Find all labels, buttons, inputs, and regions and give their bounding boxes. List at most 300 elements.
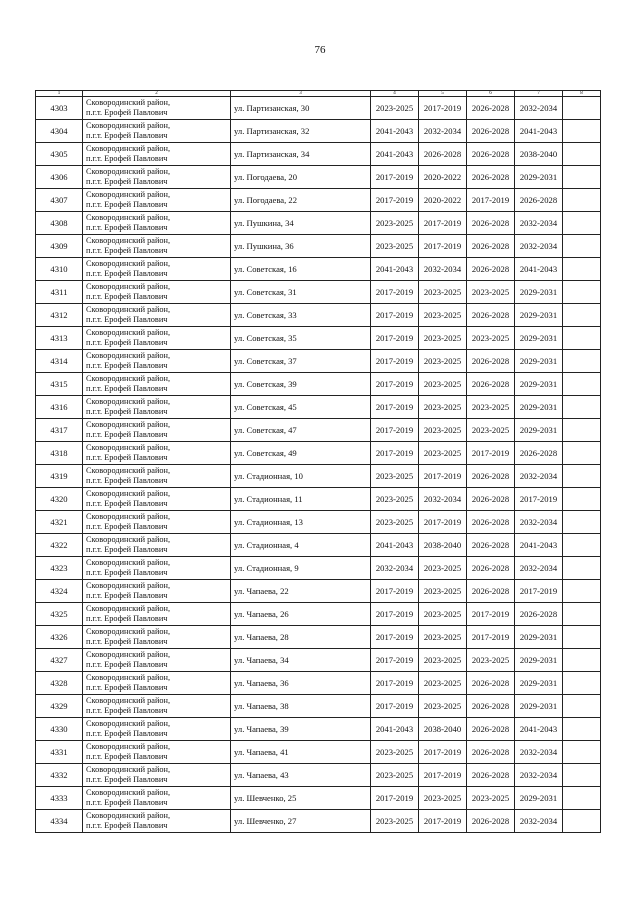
row-number: 4322 <box>36 534 83 557</box>
period-cell: 2023-2025 <box>371 764 419 787</box>
district-name: Сковородинский район, <box>86 259 171 268</box>
period-cell: 2017-2019 <box>371 580 419 603</box>
settlement-name: п.г.т. Ерофей Павлович <box>86 752 168 761</box>
note-cell <box>563 442 601 465</box>
row-number: 4305 <box>36 143 83 166</box>
table-row <box>36 787 601 810</box>
row-number: 4331 <box>36 741 83 764</box>
row-number: 4321 <box>36 511 83 534</box>
address-cell: ул. Партизанская, 30 <box>231 97 371 120</box>
note-cell <box>563 741 601 764</box>
period-cell: 2017-2019 <box>371 396 419 419</box>
period-cell: 2026-2028 <box>467 810 515 833</box>
column-number-header: 3 <box>231 91 371 97</box>
table-row <box>36 396 601 419</box>
period-cell: 2026-2028 <box>467 120 515 143</box>
period-cell: 2026-2028 <box>467 741 515 764</box>
row-number: 4328 <box>36 672 83 695</box>
district-name: Сковородинский район, <box>86 213 171 222</box>
table-row <box>36 235 601 258</box>
period-cell: 2029-2031 <box>515 396 563 419</box>
location-cell <box>83 97 231 120</box>
period-cell: 2029-2031 <box>515 281 563 304</box>
column-number-header: 8 <box>563 91 601 97</box>
period-cell: 2023-2025 <box>467 649 515 672</box>
note-cell <box>563 534 601 557</box>
settlement-name: п.г.т. Ерофей Павлович <box>86 407 168 416</box>
period-cell: 2026-2028 <box>467 511 515 534</box>
row-number: 4325 <box>36 603 83 626</box>
location-cell <box>83 166 231 189</box>
period-cell: 2041-2043 <box>371 120 419 143</box>
address-cell: ул. Советская, 31 <box>231 281 371 304</box>
settlement-name: п.г.т. Ерофей Павлович <box>86 798 168 807</box>
note-cell <box>563 511 601 534</box>
settlement-name: п.г.т. Ерофей Павлович <box>86 269 168 278</box>
row-number: 4318 <box>36 442 83 465</box>
period-cell: 2032-2034 <box>515 810 563 833</box>
district-name: Сковородинский район, <box>86 696 171 705</box>
note-cell <box>563 603 601 626</box>
settlement-name: п.г.т. Ерофей Павлович <box>86 453 168 462</box>
note-cell <box>563 649 601 672</box>
location-cell <box>83 488 231 511</box>
period-cell: 2017-2019 <box>419 465 467 488</box>
period-cell: 2041-2043 <box>515 718 563 741</box>
address-cell: ул. Погодаева, 22 <box>231 189 371 212</box>
period-cell: 2023-2025 <box>371 97 419 120</box>
period-cell: 2032-2034 <box>419 488 467 511</box>
table-row <box>36 511 601 534</box>
period-cell: 2029-2031 <box>515 626 563 649</box>
location-cell <box>83 649 231 672</box>
period-cell: 2023-2025 <box>419 350 467 373</box>
row-number: 4308 <box>36 212 83 235</box>
period-cell: 2023-2025 <box>467 396 515 419</box>
table-row <box>36 143 601 166</box>
period-cell: 2029-2031 <box>515 350 563 373</box>
period-cell: 2029-2031 <box>515 787 563 810</box>
row-number: 4330 <box>36 718 83 741</box>
note-cell <box>563 235 601 258</box>
column-number-header: 7 <box>515 91 563 97</box>
address-cell: ул. Стадионная, 13 <box>231 511 371 534</box>
district-name: Сковородинский район, <box>86 98 171 107</box>
district-name: Сковородинский район, <box>86 604 171 613</box>
period-cell: 2023-2025 <box>419 580 467 603</box>
district-name: Сковородинский район, <box>86 420 171 429</box>
period-cell: 2023-2025 <box>419 649 467 672</box>
district-name: Сковородинский район, <box>86 558 171 567</box>
note-cell <box>563 304 601 327</box>
period-cell: 2023-2025 <box>467 419 515 442</box>
district-name: Сковородинский район, <box>86 512 171 521</box>
row-number: 4327 <box>36 649 83 672</box>
settlement-name: п.г.т. Ерофей Павлович <box>86 200 168 209</box>
address-cell: ул. Чапаева, 36 <box>231 672 371 695</box>
period-cell: 2029-2031 <box>515 419 563 442</box>
row-number: 4306 <box>36 166 83 189</box>
district-name: Сковородинский район, <box>86 535 171 544</box>
location-cell <box>83 580 231 603</box>
note-cell <box>563 695 601 718</box>
address-cell: ул. Чапаева, 26 <box>231 603 371 626</box>
note-cell <box>563 258 601 281</box>
note-cell <box>563 327 601 350</box>
period-cell: 2041-2043 <box>515 120 563 143</box>
period-cell: 2023-2025 <box>467 281 515 304</box>
district-name: Сковородинский район, <box>86 443 171 452</box>
note-cell <box>563 166 601 189</box>
location-cell <box>83 281 231 304</box>
period-cell: 2026-2028 <box>467 166 515 189</box>
table-row <box>36 465 601 488</box>
table-row <box>36 695 601 718</box>
settlement-name: п.г.т. Ерофей Павлович <box>86 246 168 255</box>
period-cell: 2017-2019 <box>467 189 515 212</box>
table-row <box>36 281 601 304</box>
period-cell: 2026-2028 <box>467 557 515 580</box>
settlement-name: п.г.т. Ерофей Павлович <box>86 154 168 163</box>
note-cell <box>563 396 601 419</box>
period-cell: 2041-2043 <box>371 534 419 557</box>
row-number: 4312 <box>36 304 83 327</box>
row-number: 4307 <box>36 189 83 212</box>
district-name: Сковородинский район, <box>86 627 171 636</box>
housing-schedule-table <box>35 90 601 833</box>
table-row <box>36 603 601 626</box>
settlement-name: п.г.т. Ерофей Павлович <box>86 683 168 692</box>
table-row <box>36 120 601 143</box>
district-name: Сковородинский район, <box>86 673 171 682</box>
period-cell: 2023-2025 <box>371 212 419 235</box>
period-cell: 2017-2019 <box>419 810 467 833</box>
table-row <box>36 327 601 350</box>
note-cell <box>563 120 601 143</box>
period-cell: 2017-2019 <box>371 350 419 373</box>
table-row <box>36 488 601 511</box>
period-cell: 2026-2028 <box>467 534 515 557</box>
address-cell: ул. Погодаева, 20 <box>231 166 371 189</box>
period-cell: 2026-2028 <box>467 212 515 235</box>
address-cell: ул. Советская, 39 <box>231 373 371 396</box>
note-cell <box>563 419 601 442</box>
period-cell: 2029-2031 <box>515 649 563 672</box>
district-name: Сковородинский район, <box>86 121 171 130</box>
row-number: 4323 <box>36 557 83 580</box>
row-number: 4324 <box>36 580 83 603</box>
period-cell: 2023-2025 <box>467 787 515 810</box>
table-row <box>36 442 601 465</box>
row-number: 4315 <box>36 373 83 396</box>
period-cell: 2029-2031 <box>515 373 563 396</box>
period-cell: 2023-2025 <box>419 603 467 626</box>
location-cell <box>83 695 231 718</box>
location-cell <box>83 764 231 787</box>
table-row <box>36 672 601 695</box>
period-cell: 2029-2031 <box>515 166 563 189</box>
address-cell: ул. Советская, 49 <box>231 442 371 465</box>
period-cell: 2032-2034 <box>515 741 563 764</box>
location-cell <box>83 672 231 695</box>
table-row <box>36 189 601 212</box>
table-row <box>36 350 601 373</box>
period-cell: 2026-2028 <box>467 580 515 603</box>
district-name: Сковородинский район, <box>86 351 171 360</box>
period-cell: 2017-2019 <box>467 626 515 649</box>
table-row <box>36 304 601 327</box>
note-cell <box>563 787 601 810</box>
note-cell <box>563 465 601 488</box>
settlement-name: п.г.т. Ерофей Павлович <box>86 775 168 784</box>
period-cell: 2023-2025 <box>419 373 467 396</box>
district-name: Сковородинский район, <box>86 489 171 498</box>
location-cell <box>83 603 231 626</box>
address-cell: ул. Советская, 45 <box>231 396 371 419</box>
note-cell <box>563 764 601 787</box>
table-row <box>36 649 601 672</box>
settlement-name: п.г.т. Ерофей Павлович <box>86 706 168 715</box>
settlement-name: п.г.т. Ерофей Павлович <box>86 292 168 301</box>
period-cell: 2023-2025 <box>419 327 467 350</box>
row-number: 4317 <box>36 419 83 442</box>
location-cell <box>83 373 231 396</box>
row-number: 4334 <box>36 810 83 833</box>
settlement-name: п.г.т. Ерофей Павлович <box>86 223 168 232</box>
period-cell: 2026-2028 <box>467 465 515 488</box>
note-cell <box>563 350 601 373</box>
row-number: 4329 <box>36 695 83 718</box>
row-number: 4333 <box>36 787 83 810</box>
table-row <box>36 534 601 557</box>
period-cell: 2017-2019 <box>371 626 419 649</box>
period-cell: 2032-2034 <box>515 97 563 120</box>
period-cell: 2032-2034 <box>419 120 467 143</box>
table-row <box>36 626 601 649</box>
address-cell: ул. Чапаева, 39 <box>231 718 371 741</box>
period-cell: 2026-2028 <box>467 373 515 396</box>
period-cell: 2017-2019 <box>467 442 515 465</box>
period-cell: 2032-2034 <box>515 764 563 787</box>
period-cell: 2023-2025 <box>371 235 419 258</box>
address-cell: ул. Стадионная, 9 <box>231 557 371 580</box>
period-cell: 2026-2028 <box>467 97 515 120</box>
address-cell: ул. Шевченко, 25 <box>231 787 371 810</box>
period-cell: 2029-2031 <box>515 327 563 350</box>
table-row <box>36 212 601 235</box>
district-name: Сковородинский район, <box>86 719 171 728</box>
table-row <box>36 97 601 120</box>
location-cell <box>83 511 231 534</box>
period-cell: 2023-2025 <box>371 741 419 764</box>
row-number: 4326 <box>36 626 83 649</box>
period-cell: 2038-2040 <box>419 718 467 741</box>
location-cell <box>83 212 231 235</box>
location-cell <box>83 787 231 810</box>
address-cell: ул. Стадионная, 4 <box>231 534 371 557</box>
page-number: 76 <box>314 44 326 56</box>
period-cell: 2038-2040 <box>515 143 563 166</box>
settlement-name: п.г.т. Ерофей Павлович <box>86 338 168 347</box>
location-cell <box>83 120 231 143</box>
period-cell: 2023-2025 <box>419 557 467 580</box>
district-name: Сковородинский район, <box>86 650 171 659</box>
period-cell: 2041-2043 <box>371 258 419 281</box>
column-number-header: 4 <box>371 91 419 97</box>
address-cell: ул. Стадионная, 10 <box>231 465 371 488</box>
table-body <box>36 97 601 833</box>
note-cell <box>563 488 601 511</box>
period-cell: 2017-2019 <box>371 304 419 327</box>
column-number-header: 5 <box>419 91 467 97</box>
location-cell <box>83 442 231 465</box>
period-cell: 2026-2028 <box>419 143 467 166</box>
period-cell: 2020-2022 <box>419 166 467 189</box>
settlement-name: п.г.т. Ерофей Павлович <box>86 614 168 623</box>
period-cell: 2017-2019 <box>371 419 419 442</box>
address-cell: ул. Чапаева, 34 <box>231 649 371 672</box>
location-cell <box>83 304 231 327</box>
period-cell: 2026-2028 <box>467 718 515 741</box>
address-cell: ул. Партизанская, 34 <box>231 143 371 166</box>
period-cell: 2017-2019 <box>371 695 419 718</box>
period-cell: 2029-2031 <box>515 304 563 327</box>
row-number: 4332 <box>36 764 83 787</box>
period-cell: 2041-2043 <box>371 143 419 166</box>
district-name: Сковородинский район, <box>86 581 171 590</box>
settlement-name: п.г.т. Ерофей Павлович <box>86 637 168 646</box>
settlement-name: п.г.т. Ерофей Павлович <box>86 315 168 324</box>
settlement-name: п.г.т. Ерофей Павлович <box>86 499 168 508</box>
address-cell: ул. Чапаева, 38 <box>231 695 371 718</box>
location-cell <box>83 419 231 442</box>
address-cell: ул. Чапаева, 28 <box>231 626 371 649</box>
period-cell: 2023-2025 <box>419 396 467 419</box>
location-cell <box>83 557 231 580</box>
address-cell: ул. Чапаева, 22 <box>231 580 371 603</box>
settlement-name: п.г.т. Ерофей Павлович <box>86 384 168 393</box>
period-cell: 2017-2019 <box>371 189 419 212</box>
period-cell: 2041-2043 <box>515 258 563 281</box>
period-cell: 2032-2034 <box>419 258 467 281</box>
district-name: Сковородинский район, <box>86 328 171 337</box>
period-cell: 2026-2028 <box>515 603 563 626</box>
table-row <box>36 373 601 396</box>
location-cell <box>83 327 231 350</box>
period-cell: 2032-2034 <box>515 212 563 235</box>
period-cell: 2023-2025 <box>419 304 467 327</box>
address-cell: ул. Советская, 37 <box>231 350 371 373</box>
note-cell <box>563 557 601 580</box>
period-cell: 2017-2019 <box>371 166 419 189</box>
note-cell <box>563 143 601 166</box>
period-cell: 2017-2019 <box>371 373 419 396</box>
table-row <box>36 258 601 281</box>
period-cell: 2017-2019 <box>419 235 467 258</box>
row-number: 4310 <box>36 258 83 281</box>
district-name: Сковородинский район, <box>86 742 171 751</box>
period-cell: 2026-2028 <box>467 764 515 787</box>
period-cell: 2023-2025 <box>419 695 467 718</box>
period-cell: 2026-2028 <box>467 304 515 327</box>
period-cell: 2023-2025 <box>419 281 467 304</box>
settlement-name: п.г.т. Ерофей Павлович <box>86 177 168 186</box>
district-name: Сковородинский район, <box>86 466 171 475</box>
settlement-name: п.г.т. Ерофей Павлович <box>86 821 168 830</box>
note-cell <box>563 718 601 741</box>
period-cell: 2017-2019 <box>515 580 563 603</box>
address-cell: ул. Советская, 47 <box>231 419 371 442</box>
row-number: 4304 <box>36 120 83 143</box>
column-number-header: 1 <box>36 91 83 97</box>
address-cell: ул. Шевченко, 27 <box>231 810 371 833</box>
location-cell <box>83 534 231 557</box>
period-cell: 2017-2019 <box>371 672 419 695</box>
period-cell: 2026-2028 <box>467 695 515 718</box>
period-cell: 2017-2019 <box>371 787 419 810</box>
location-cell <box>83 396 231 419</box>
period-cell: 2029-2031 <box>515 672 563 695</box>
period-cell: 2032-2034 <box>515 235 563 258</box>
period-cell: 2017-2019 <box>419 741 467 764</box>
period-cell: 2017-2019 <box>419 212 467 235</box>
district-name: Сковородинский район, <box>86 811 171 820</box>
period-cell: 2023-2025 <box>467 327 515 350</box>
location-cell <box>83 235 231 258</box>
table-row <box>36 718 601 741</box>
period-cell: 2029-2031 <box>515 695 563 718</box>
location-cell <box>83 350 231 373</box>
note-cell <box>563 580 601 603</box>
location-cell <box>83 810 231 833</box>
period-cell: 2026-2028 <box>467 350 515 373</box>
note-cell <box>563 373 601 396</box>
district-name: Сковородинский район, <box>86 190 171 199</box>
settlement-name: п.г.т. Ерофей Павлович <box>86 729 168 738</box>
address-cell: ул. Партизанская, 32 <box>231 120 371 143</box>
location-cell <box>83 741 231 764</box>
address-cell: ул. Пушкина, 34 <box>231 212 371 235</box>
period-cell: 2017-2019 <box>371 327 419 350</box>
period-cell: 2032-2034 <box>515 557 563 580</box>
period-cell: 2023-2025 <box>419 442 467 465</box>
address-cell: ул. Чапаева, 43 <box>231 764 371 787</box>
period-cell: 2023-2025 <box>371 810 419 833</box>
period-cell: 2026-2028 <box>467 235 515 258</box>
note-cell <box>563 97 601 120</box>
column-number-header: 2 <box>83 91 231 97</box>
period-cell: 2017-2019 <box>371 649 419 672</box>
period-cell: 2026-2028 <box>467 258 515 281</box>
note-cell <box>563 672 601 695</box>
settlement-name: п.г.т. Ерофей Павлович <box>86 131 168 140</box>
row-number: 4314 <box>36 350 83 373</box>
address-cell: ул. Советская, 33 <box>231 304 371 327</box>
period-cell: 2023-2025 <box>371 488 419 511</box>
note-cell <box>563 626 601 649</box>
table-row <box>36 166 601 189</box>
table-row <box>36 580 601 603</box>
settlement-name: п.г.т. Ерофей Павлович <box>86 108 168 117</box>
district-name: Сковородинский район, <box>86 305 171 314</box>
period-cell: 2017-2019 <box>419 97 467 120</box>
district-name: Сковородинский район, <box>86 144 171 153</box>
period-cell: 2017-2019 <box>371 281 419 304</box>
period-cell: 2017-2019 <box>467 603 515 626</box>
period-cell: 2041-2043 <box>371 718 419 741</box>
period-cell: 2023-2025 <box>419 419 467 442</box>
period-cell: 2017-2019 <box>371 603 419 626</box>
